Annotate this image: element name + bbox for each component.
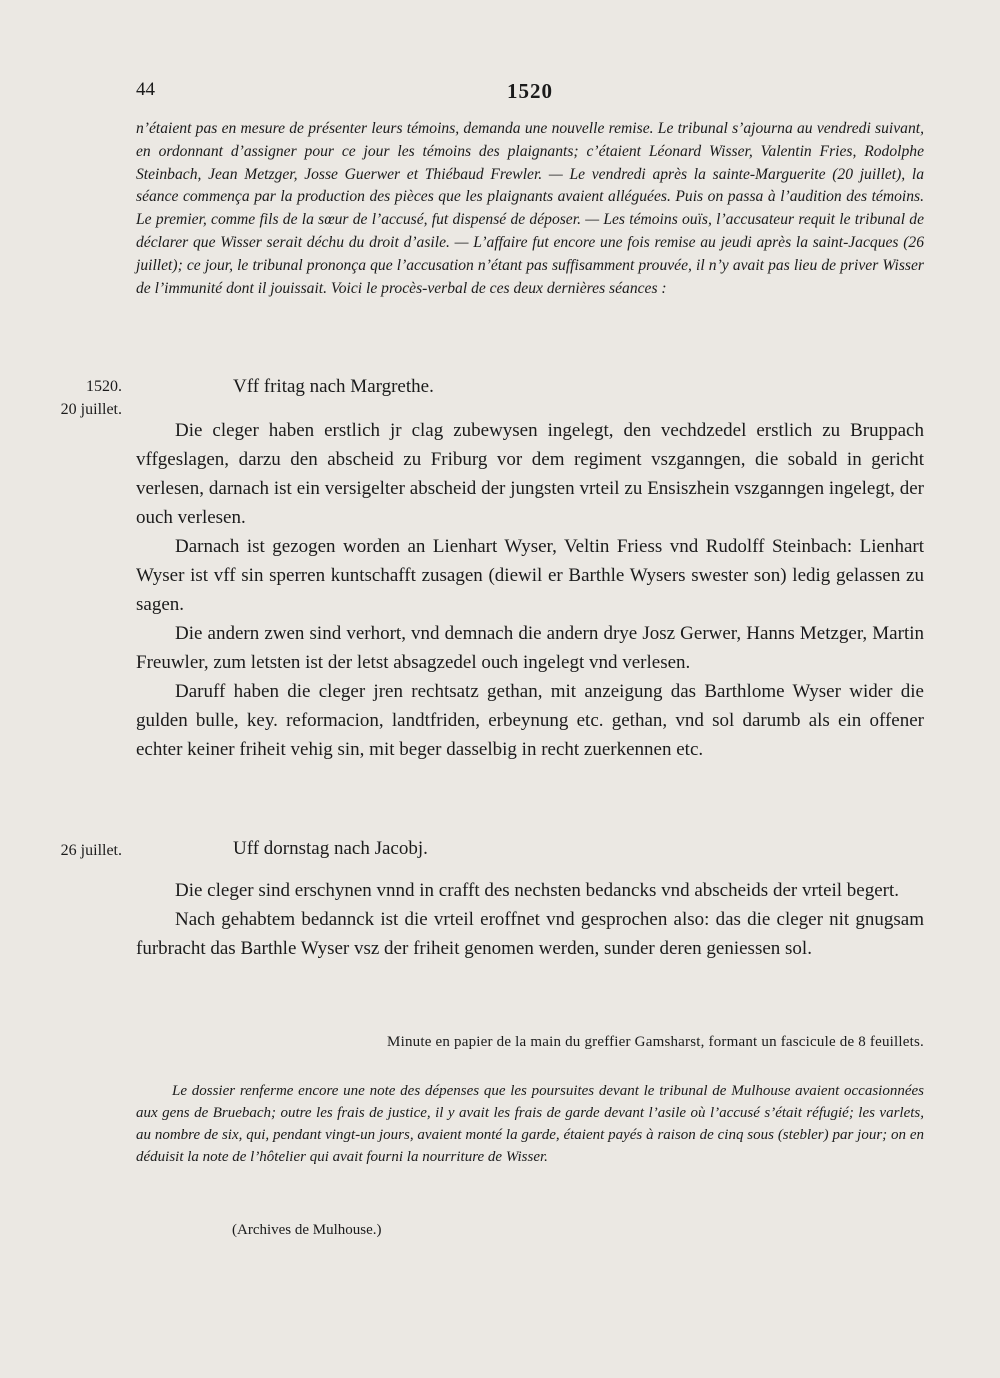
entry-body-margrethe (136, 416, 924, 764)
body-paragraph: Daruff haben die cleger jren rechtsatz gethan, mit anzeigung das Barthlome Wyser wider die gulden bulle, key. reformacion, landtfriden, erbeynung etc. gethan, vnd sol darumb als ein offener echter keiner friheit vehig sin, mit beger dasselbig in recht zuerkennen etc. (136, 681, 924, 760)
body-paragraph: Darnach ist gezogen worden an Lienhart Wyser, Veltin Friess vnd Rudolff Steinbach: Lienhart Wyser ist vff sin sperren kuntschafft zusagen (diewil er Barthle Wysers swester son) ledig gelassen zu sagen. (136, 536, 924, 615)
running-head-year: 1520 (507, 79, 553, 103)
source-minute-note: Minute en papier de la main du greffier Gamsharst, formant un fascicule de 8 feuillets. (387, 1034, 924, 1050)
body-paragraph: Die cleger sind erschynen vnnd in crafft des nechsten bedancks vnd abscheids der vrteil begert. (175, 880, 900, 901)
body-paragraph: Die cleger haben erstlich jr clag zubewysen ingelegt, den vechdzedel erstlich zu Bruppach vffgeslagen, darzu den abscheid zu Friburg vor dem regiment vszganngen, die sobald in gericht verlesen, darnach ist ein versigelter abscheid der jungsten vrteil zu Ensiszhein vszganngen ingelegt, der ouch verlesen. (136, 420, 924, 528)
margin-year: 1520. (86, 378, 122, 395)
dossier-note: Le dossier renferme encore une note des dépenses que les poursuites devant le tribunal de Mulhouse avaient occasionnées aux gens de Bruebach; outre les frais de justice, il y avait les frais de garde devant l’asile où l’accusé s’était réfugié; les varlets, au nombre de six, qui, pendant vingt-un jours, avaient monté la garde, étaient payés à raison de cinq sous (stebler) par jour; on en déduisit la note de l’hôtelier qui avait fourni la nourriture de Wisser. (136, 1083, 924, 1165)
margin-date-20-juillet: 20 juillet. (60, 401, 122, 418)
entry-heading-margrethe: Vff fritag nach Margrethe. (233, 376, 434, 397)
margin-date-26-juillet: 26 juillet. (60, 842, 122, 859)
body-paragraph: Die andern zwen sind verhort, vnd demnach die andern drye Josz Gerwer, Hanns Metzger, Martin Freuwler, zum letsten ist der letst absagzedel ouch ingelegt vnd verlesen. (136, 623, 924, 673)
entry-heading-jacobj: Uff dornstag nach Jacobj. (233, 838, 428, 859)
archive-reference: (Archives de Mulhouse.) (232, 1222, 382, 1238)
entry-body-jacobj (136, 876, 924, 963)
intro-paragraph: n’étaient pas en mesure de présenter leurs témoins, demanda une nouvelle remise. Le tribunal s’ajourna au vendredi suivant, en ordonnant d’assigner pour ce jour les témoins des plaignants; c’étaient Léonard Wisser, Valentin Fries, Rodolphe Steinbach, Jean Metzger, Josse Guerwer et Thiébaud Frewler. — Le vendredi après la sainte-Marguerite (20 juillet), la séance commença par la production des pièces que les plaignants avaient alléguées. Puis on passa à l’audition des témoins. Le premier, comme fils de la sœur de l’accusé, fut dispensé de déposer. — Les témoins ouïs, l’accusateur requit le tribunal de déclarer que Wisser serait déchu du droit d’asile. — L’affaire fut encore une fois remise au jeudi après la saint-Jacques (26 juillet); ce jour, le tribunal prononça que l’accusation n’étant pas suffisamment prouvée, il n’y avait pas lieu de priver Wisser de l’immunité dont il jouissait. Voici le procès-verbal de ces deux dernières séances : (136, 120, 924, 297)
page-number: 44 (136, 79, 155, 100)
body-paragraph: Nach gehabtem bedannck ist die vrteil eroffnet vnd gesprochen also: das die cleger nit gnugsam furbracht das Barthle Wyser vsz der friheit genomen werden, sunder deren geniessen sol. (136, 909, 924, 959)
